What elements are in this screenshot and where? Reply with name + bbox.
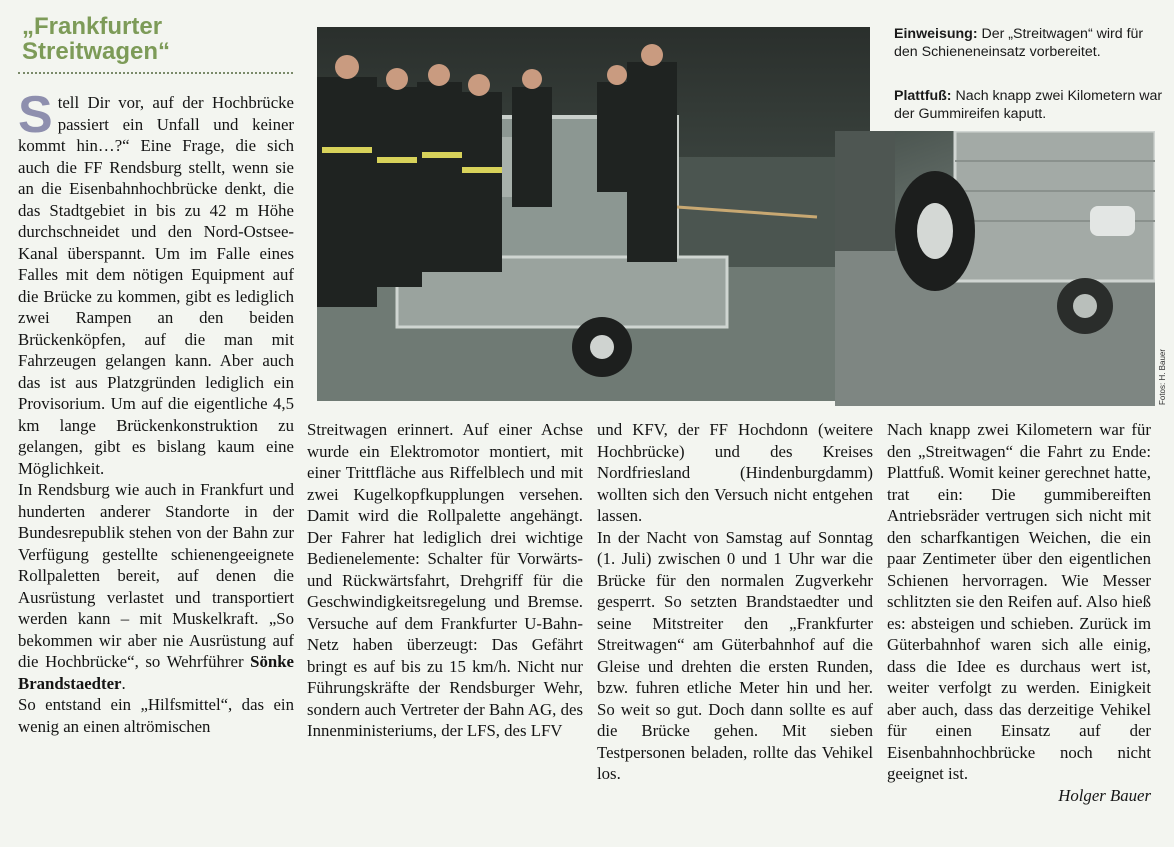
title-divider xyxy=(18,72,293,74)
caption-text: Der „Streitwagen“ wird für den Schieneneinsatz vorbereitet. xyxy=(894,26,1144,60)
paragraph-text: In Rendsburg wie auch in Frankfurt und hunderten anderer Standorte in der Bundesrepublik stehen von der Bahn zur Verfügung gestellte schienengeeignete Rollpaletten bereit, auf denen die Ausrüstung verlastet und transportiert werden kann – mit Muskelkraft. „So bekommen wir aber nie Ausrüstung auf die Hochbrücke“, so Wehrführer xyxy=(18,480,294,671)
photo-streitwagen-briefing xyxy=(317,27,870,401)
body-paragraph xyxy=(18,479,294,694)
article-column-2 xyxy=(307,419,583,742)
author-signature: Holger Bauer xyxy=(1058,785,1151,805)
caption-text: Nach knapp zwei Kilometern war der Gummireifen kaputt. xyxy=(894,88,1163,122)
body-paragraph: In der Nacht von Samstag auf Sonntag (1. Juli) zwischen 0 und 1 Uhr war die Brücke für den normalen Zugverkehr gesperrt. So setzten Brandstaedter und seine Mitstreiter den „Frankfurter Streitwagen“ am Güterbahnhof auf die Gleise und drehten die ersten Runden, bzw. fuhren etliche Meter hin und her. So weit so gut. Doch dann sollte es auf die Brücke gehen. Mit sieben Testpersonen beladen, rollte das Vehikel los. xyxy=(597,527,873,783)
photo-flat-tire xyxy=(835,131,1155,406)
drop-cap: S xyxy=(18,86,53,144)
photo-illustration xyxy=(835,131,1155,406)
person-name: Sönke Brandstaedter xyxy=(18,652,294,693)
body-paragraph: Streitwagen erinnert. Auf einer Achse wurde ein Elektromotor montiert, mit einer Trittfläche aus Riffelblech und mit zwei Kugelkopfkupplungen versehen. Damit wird die Rollpalette angehängt. Der Fahrer hat lediglich drei wichtige Bedienelemente: Schalter für Vorwärts- und Rückwärtsfahrt, Drehgriff für die Geschwindigkeitsregelung und Bremse. Versuche auf dem Frankfurter U-Bahn-Netz haben überzeugt: Das Gefährt bringt es auf bis zu 15 km/h. Nicht nur Führungskräfte der Rendsburger Wehr, sondern auch Vertreter der Bahn AG, des Innenministeriums, der LFS, des LFV xyxy=(307,420,583,740)
photo-credit: Fotos: H. Bauer xyxy=(1158,348,1167,405)
article-title: „Frankfurter Streitwagen“ xyxy=(22,13,171,65)
paragraph-text: tell Dir vor, auf der Hochbrücke passiert ein Unfall und keiner kommt hin…?“ Eine Frage, die sich auch die FF Rendsburg stellt, wenn sie an die Eisenbahnhochbrücke denkt, die das Stadtgebiet in bis zu 42 m Höhe durchschneidet und den Nord-Ostsee-Kanal überspannt. Um im Falle eines Falles mit dem nötigen Equipment auf die Brücke zu kommen, gibt es lediglich zwei Rampen an den beiden Brückenköpfen, auf die man mit Fahrzeugen gelangen kann. Aber auch das ist aus Platzgründen lediglich ein Provisorium. Um auf die eigentliche 4,5 km lange Brückenkonstruktion zu gelangen, gibt es bislang kaum eine Möglichkeit. xyxy=(18,93,294,478)
article-column-4 xyxy=(887,419,1151,806)
body-paragraph: Nach knapp zwei Kilometern war für den „Streitwagen“ die Fahrt zu Ende: Plattfuß. Womit keiner gerechnet hatte, trat ein: Die gummibereiften Antriebsräder vertrugen sich nicht mit den scharfkantigen Weichen, die ein paar Zentimeter über den eigentlichen Schienen hervorragen. Wie Messer schlitzten sie den Reifen auf. Also hieß es: absteigen und schieben. Zurück im Güterbahnhof waren sich alle einig, dass die Idee es durchaus wert ist, weiter verfolgt zu werden. Einigkeit aber auch, dass das derzeitige Vehikel für einen Einsatz auf der Eisenbahnhochbrücke noch nicht geeignet ist. xyxy=(887,420,1151,783)
photo-illustration xyxy=(317,27,870,401)
intro-paragraph xyxy=(18,86,294,479)
caption-einweisung xyxy=(894,25,1164,61)
caption-label: Plattfuß: xyxy=(894,88,952,104)
caption-label: Einweisung: xyxy=(894,26,978,42)
body-paragraph: So entstand ein „Hilfsmittel“, das ein wenig an einen altrömischen xyxy=(18,695,294,736)
article-column-3 xyxy=(597,419,873,785)
caption-plattfuss xyxy=(894,87,1164,123)
body-paragraph: und KFV, der FF Hochdonn (weitere Hochbrücke) und des Kreises Nordfriesland (Hindenburgdamm) wollten sich den Versuch nicht entgehen lassen. xyxy=(597,420,873,525)
article-column-1 xyxy=(18,86,294,737)
paragraph-text: . xyxy=(121,673,126,693)
